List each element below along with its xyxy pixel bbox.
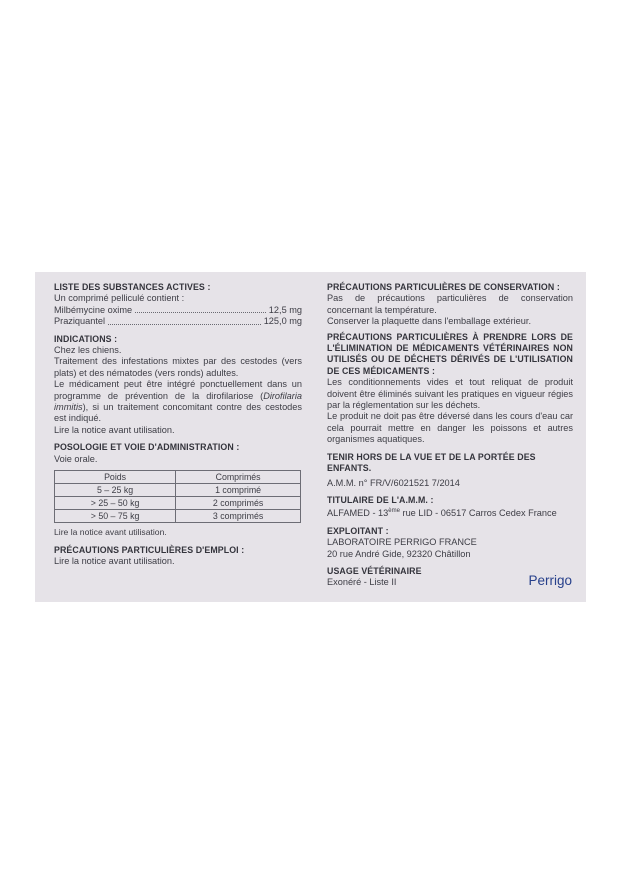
posologie-route: Voie orale. <box>54 453 98 464</box>
conservation-temperature: Pas de précautions particulières de conservation concernant la température. <box>327 293 573 315</box>
dot-leader <box>108 316 261 324</box>
elimination-heading: PRÉCAUTIONS PARTICULIÈRES À PRENDRE LORS DE L'ÉLIMINATION DE MÉDICAMENTS VÉTÉRINAIRES NON UTILISÉS OU DE DÉCHETS DÉRIVÉS DE L'UTILISATION DE CES MÉDICAMENTS : <box>327 331 573 376</box>
titulaire-a: ALFAMED - 13 <box>327 508 389 519</box>
right-column <box>327 282 573 589</box>
dosage-table <box>54 470 301 523</box>
children-warning: TENIR HORS DE LA VUE ET DE LA PORTÉE DES ENFANTS. <box>327 451 536 474</box>
left-column <box>54 282 302 567</box>
usage-heading: USAGE VÉTÉRINAIRE <box>327 566 422 576</box>
exploitant-address: 20 rue André Gide, 92320 Châtillon <box>327 548 471 559</box>
indications-treatment: Traitement des infestations mixtes par des cestodes (vers plats) et des nématodes (vers ronds) adultes. <box>54 356 302 378</box>
active-dose: 125,0 mg <box>263 316 302 327</box>
table-cell: 5 – 25 kg <box>55 484 176 497</box>
exploitant-heading: EXPLOITANT : <box>327 525 389 536</box>
usage-text: Exonéré - Liste II <box>327 577 397 588</box>
posologie-note: Lire la notice avant utilisation. <box>54 527 167 538</box>
elimination-text: Les conditionnements vides et tout reliquat de produit doivent être éliminés suivant les pratiques en vigueur régies par la réglementation sur les déchets. <box>327 377 573 411</box>
table-header-cell: Poids <box>55 471 176 484</box>
table-row <box>55 484 301 497</box>
exploitant-name: LABORATOIRE PERRIGO FRANCE <box>327 537 477 548</box>
emploi-heading: PRÉCAUTIONS PARTICULIÈRES D'EMPLOI : <box>54 544 245 555</box>
indications-prevention-b: ), si un traitement concomitant contre des cestodes est indiqué. <box>54 402 302 424</box>
active-row <box>54 305 302 316</box>
indications-prevention-a: Le médicament peut être intégré ponctuellement dans un programme de prévention de la dirofilariose ( <box>54 379 302 401</box>
table-header-row <box>55 471 301 484</box>
emploi-text: Lire la notice avant utilisation. <box>54 555 175 566</box>
table-row <box>55 510 301 523</box>
leaflet-panel <box>35 272 586 602</box>
table-cell: 2 comprimés <box>176 497 301 510</box>
actives-intro: Un comprimé pelliculé contient : <box>54 293 185 304</box>
amm-number: A.M.M. n° FR/V/6021521 7/2014 <box>327 477 460 488</box>
active-name: Praziquantel <box>54 316 106 327</box>
conservation-packaging: Conserver la plaquette dans l'emballage extérieur. <box>327 316 531 327</box>
indications-prevention <box>54 379 302 425</box>
indications-species: Chez les chiens. <box>54 345 122 356</box>
elimination-water: Le produit ne doit pas être déversé dans les cours d'eau car cela pourrait mettre en danger les poissons et autres organismes aquatiques. <box>327 411 573 445</box>
dirofilaria-name: Dirofilaria immitis <box>54 390 302 413</box>
active-name: Milbémycine oxime <box>54 304 133 315</box>
titulaire-b: rue LID - 06517 Carros Cedex France <box>399 508 557 519</box>
titulaire-address <box>327 506 573 519</box>
posologie-heading: POSOLOGIE ET VOIE D'ADMINISTRATION : <box>54 442 240 453</box>
table-cell: 1 comprimé <box>176 484 301 497</box>
active-dose: 12,5 mg <box>268 304 302 315</box>
actives-heading: LISTE DES SUBSTANCES ACTIVES : <box>54 282 211 292</box>
titulaire-heading: TITULAIRE DE L'A.M.M. : <box>327 494 434 505</box>
perrigo-logo: Perrigo <box>528 573 572 588</box>
table-cell: 3 comprimés <box>176 510 301 523</box>
indications-notice: Lire la notice avant utilisation. <box>54 424 175 435</box>
indications-heading: INDICATIONS : <box>54 333 118 344</box>
titulaire-sup: ème <box>388 508 400 515</box>
table-header-cell: Comprimés <box>176 471 301 484</box>
active-row <box>54 316 302 327</box>
dot-leader <box>135 305 266 313</box>
conservation-heading: PRÉCAUTIONS PARTICULIÈRES DE CONSERVATION : <box>327 282 560 292</box>
table-cell: > 50 – 75 kg <box>55 510 176 523</box>
table-cell: > 25 – 50 kg <box>55 497 176 510</box>
table-row <box>55 497 301 510</box>
